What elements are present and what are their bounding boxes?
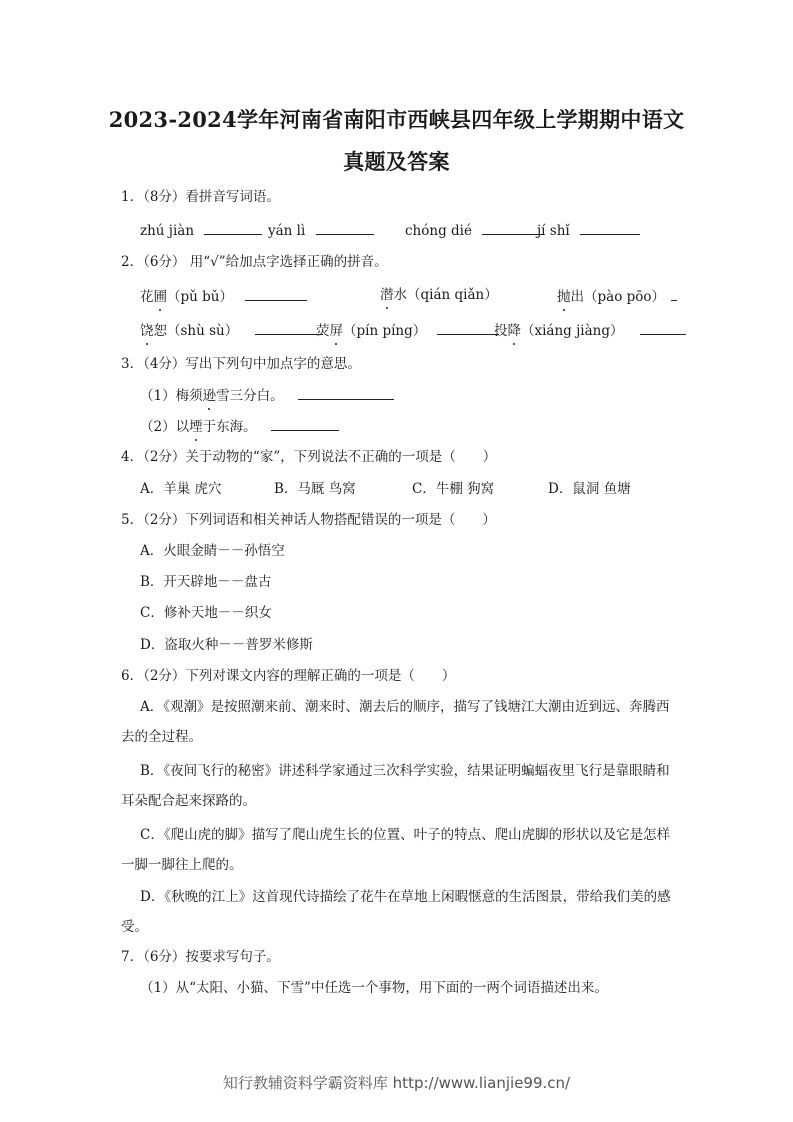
char-text: 投 [494,323,508,339]
q7-stem: 7．（6分）按要求写句子。 [121,949,280,965]
pinyin-options: 出（pào pōo） [570,289,666,305]
q2-item-1 [140,286,307,306]
q2-item-2 [380,286,498,304]
q6-option-c[interactable]: C．《爬山虎的脚》描写了爬山虎生长的位置、叶子的特点、爬山虎脚的形状以及它是怎样一脚一脚往上爬的。 [121,827,671,873]
q7-item-1: （1）从“太阳、小猫、下雪”中任选一个事物，用下面的一两个词语描述出来。 [140,980,608,996]
q3-stem: 3．（4分）写出下列句中加点字的意思。 [121,356,361,372]
q4-option-c[interactable]: C．牛棚 狗窝 [412,481,495,497]
q6-option-b[interactable]: B．《夜间飞行的秘密》讲述科学家通过三次科学实验，结果证明蝙蝠夜里飞行是靠眼睛和耳朵配合起来探路的。 [121,763,670,809]
q5-option-c[interactable]: C．修补天地－－织女 [140,605,272,621]
q1-item-2 [268,220,374,240]
q6-stem: 6．（2分）下列对课文内容的理解正确的一项是（ ） [121,668,456,684]
q3-item-1 [140,385,394,405]
pinyin: zhú jiàn [140,223,195,239]
q3-item-2 [140,416,339,436]
pinyin-options: 水（qián qiǎn） [393,287,498,303]
q4-option-b[interactable]: B．马厩 鸟窝 [274,481,356,497]
answer-blank[interactable] [271,416,339,431]
dotted-char: 降 [507,323,521,339]
dotted-char: 潜 [380,287,394,303]
q1-item-1 [140,220,262,240]
q5-option-d[interactable]: D．盗取火种－－普罗米修斯 [140,637,313,653]
q5-stem: 5．（2分）下列词语和相关神话人物搭配错误的一项是（ ） [121,512,496,528]
answer-blank[interactable] [245,286,307,301]
sentence-text: （2）以 [140,419,190,435]
pinyin: jí shǐ [537,223,570,239]
answer-blank[interactable] [482,220,544,235]
dotted-char: 堙 [189,419,203,435]
pinyin-options: 恕（shù sù） [153,323,239,339]
answer-blank[interactable] [255,320,323,335]
pinyin-options: （pín píng） [343,323,427,339]
q2-item-3 [557,286,677,306]
answer-blank[interactable] [580,220,640,235]
q6-option-d[interactable]: D．《秋晚的江上》这首现代诗描绘了花牛在草地上闲暇惬意的生活图景，带给我们美的感受。 [121,889,671,935]
dotted-char: 饶 [140,323,154,339]
q6-option-a[interactable]: A．《观潮》是按照潮来前、潮来时、潮去后的顺序，描写了钱塘江大潮由近到远、奔腾西去的全过程。 [121,699,670,745]
dotted-char: 圃 [153,289,167,305]
pinyin: yán lì [268,223,306,239]
q2-item-5 [316,320,499,340]
answer-blank[interactable] [316,220,374,235]
q2-item-4 [140,320,323,340]
q1-item-4 [537,220,640,240]
pinyin: chóng dié [405,223,472,239]
dotted-char: 抛 [557,289,571,305]
answer-blank[interactable] [437,320,499,335]
pinyin-options: （pǔ bǔ） [167,289,233,305]
sentence-text: （1）梅须 [140,388,203,404]
q4-option-d[interactable]: D．鼠洞 鱼塘 [548,481,631,497]
q4-option-a[interactable]: A．羊巢 虎穴 [140,481,222,497]
footer-watermark: 知行教辅资料学霸资料库 http://www.lianjie99.cn/ [222,1074,571,1092]
pinyin-options: （xiáng jiàng） [521,323,624,339]
q1-item-3 [405,220,544,240]
dotted-char: 逊 [202,388,217,404]
answer-blank[interactable] [298,385,394,400]
q5-option-a[interactable]: A．火眼金睛－－孙悟空 [140,543,285,559]
char-text: 花 [140,289,154,305]
q2-stem: 2．（6分） 用“√”给加点字选择正确的拼音。 [121,254,388,270]
q4-stem: 4．（2分）关于动物的“家”，下列说法不正确的一项是（ ） [121,449,497,465]
answer-blank[interactable] [204,220,262,235]
q1-stem: 1．（8分）看拼音写词语。 [121,189,280,205]
sentence-text: 于东海。 [202,419,257,435]
page-subtitle: 真题及答案 [343,149,450,174]
dotted-char: 屏 [329,323,343,339]
q2-item-6 [494,320,686,340]
q5-option-b[interactable]: B．开天辟地－－盘古 [140,574,272,590]
sentence-text: 雪三分白。 [216,388,284,404]
answer-blank[interactable] [671,286,677,301]
char-text: 荧 [316,323,330,339]
answer-blank[interactable] [640,320,686,335]
page-title: 2023-2024学年河南省南阳市西峡县四年级上学期期中语文 [108,107,685,132]
